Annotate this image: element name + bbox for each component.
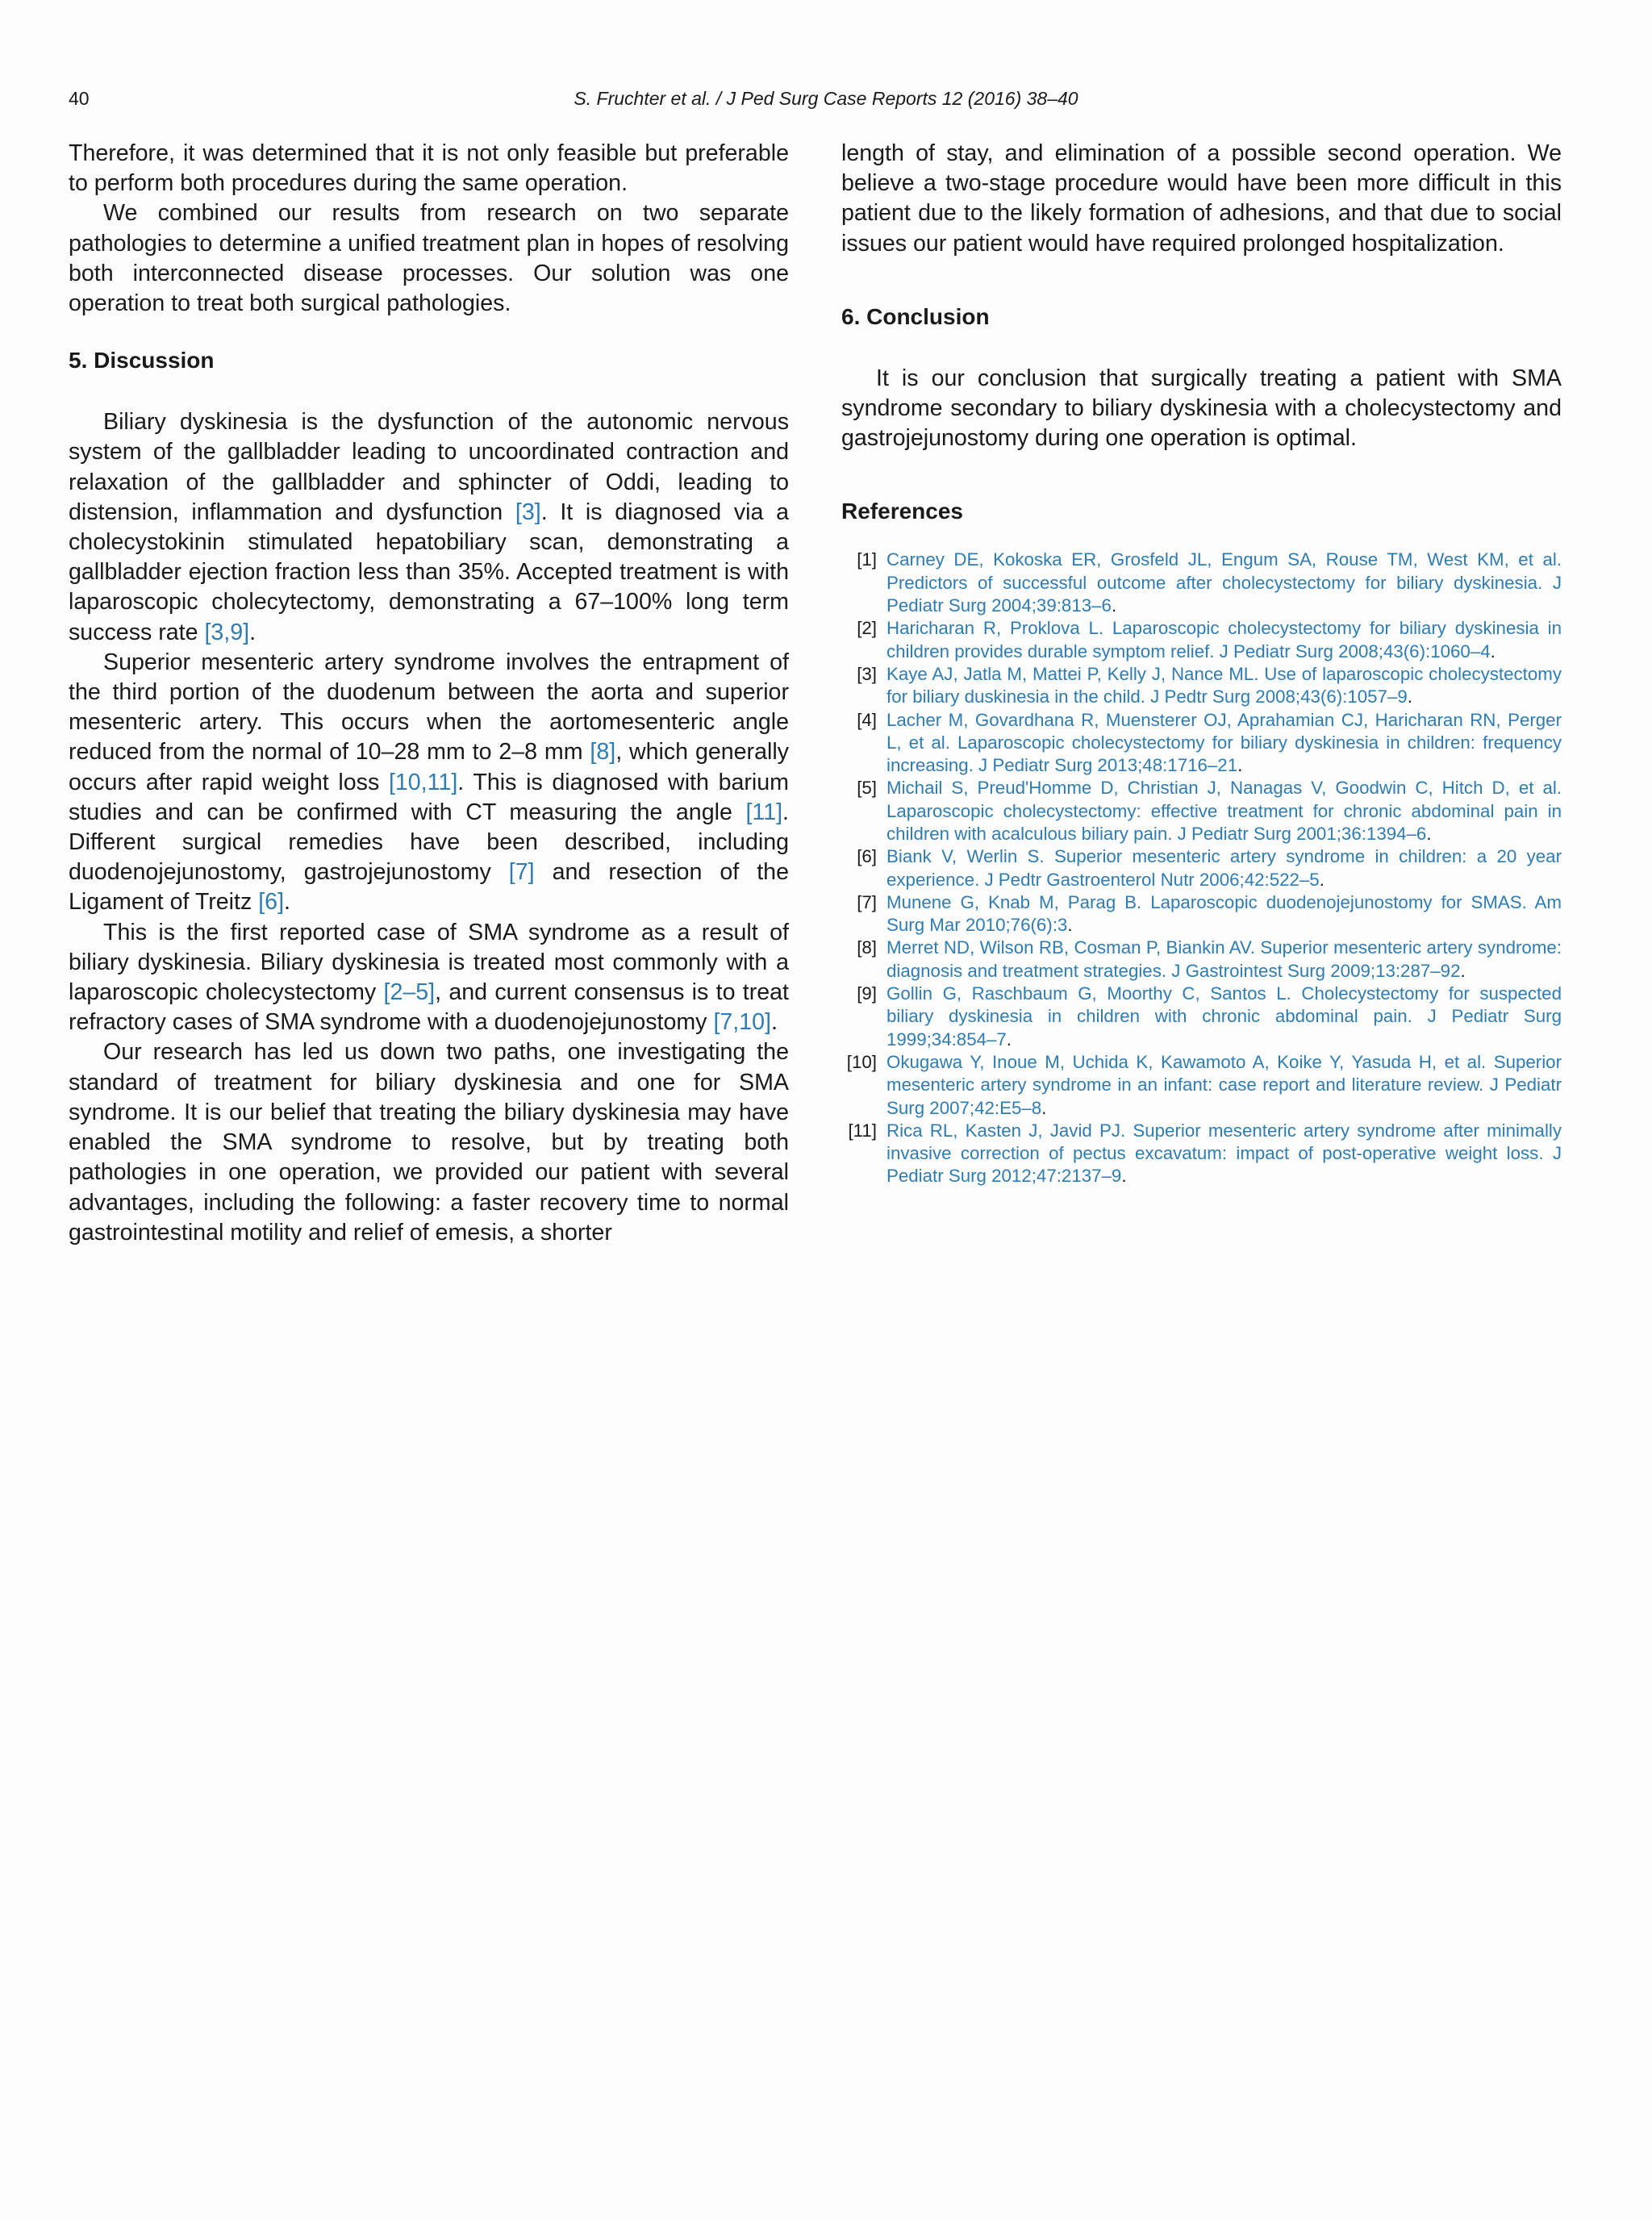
reference-link[interactable]: Lacher M, Govardhana R, Muensterer OJ, Aprahamian CJ, Haricharan RN, Perger L, et al. Laparoscopic cholecystectomy for biliary dyskinesia in children: frequency increasing. J Pediatr Surg 2013;48:1716–21	[886, 709, 1562, 776]
reference-number: [3]	[857, 663, 877, 684]
reference-number: [6]	[857, 846, 877, 867]
citation-link[interactable]: [11]	[745, 799, 783, 825]
reference-period: .	[1006, 1029, 1012, 1049]
page-number: 40	[69, 88, 90, 109]
reference-link[interactable]: Haricharan R, Proklova L. Laparoscopic cholecystectomy for biliary dyskinesia in children provides durable symptom relief. J Pediatr Surg 2008;43(6):1060–4	[886, 618, 1562, 661]
paragraph: It is our conclusion that surgically treating a patient with SMA syndrome secondary to biliary dyskinesia with a cholecystectomy and gastrojejunostomy during one operation is optimal.	[841, 365, 1562, 452]
reference-number: [10]	[846, 1051, 877, 1072]
citation-link[interactable]: [2–5]	[383, 979, 436, 1006]
paragraph	[69, 407, 789, 648]
reference-item	[841, 777, 1562, 845]
reference-link[interactable]: Kaye AJ, Jatla M, Mattei P, Kelly J, Nance ML. Use of laparoscopic cholecystectomy for biliary duskinesia in the child. J Pedtr Surg 2008;43(6):1057–9	[886, 663, 1562, 707]
paragraph: length of stay, and elimination of a possible second operation. We believe a two-stage procedure would have been more difficult in this patient due to the likely formation of adhesions, and that due to social issues our patient would have required prolonged hospitalization.	[841, 140, 1562, 257]
reference-item	[841, 937, 1562, 983]
reference-link[interactable]: Rica RL, Kasten J, Javid PJ. Superior mesenteric artery syndrome after minimally invasive correction of pectus excavatum: impact of post-operative weight loss. J Pediatr Surg 2012;47:2137–9	[886, 1120, 1562, 1187]
reference-item	[841, 549, 1562, 617]
reference-item	[841, 845, 1562, 891]
reference-period: .	[1237, 755, 1243, 776]
reference-link[interactable]: Okugawa Y, Inoue M, Uchida K, Kawamoto A, Koike Y, Yasuda H, et al. Superior mesenteric artery syndrome in an infant: case report and literature review. J Pediatr Surg 2007;42:E5–8	[886, 1051, 1562, 1118]
reference-item	[841, 617, 1562, 663]
reference-link[interactable]: Biank V, Werlin S. Superior mesenteric artery syndrome in children: a 20 year experience. J Pedtr Gastroenterol Nutr 2006;42:522–5	[886, 846, 1562, 890]
reference-item	[841, 1120, 1562, 1188]
text-run: . It is diagnosed via a cholecystokinin stimulated hepatobiliary scan, demonstrating a gallbladder ejection fraction less than 35%. Accepted treatment is with laparoscopic cholecytectomy, demonstrating a 67–100% long term success rate	[69, 499, 790, 645]
section-heading-discussion: 5. Discussion	[69, 348, 215, 373]
text-run: and resection of the Ligament of Treitz	[69, 859, 789, 916]
right-column	[841, 139, 1562, 1188]
text-run: . Different surgical remedies have been described, including duodenojejunostomy, gastrojejunostomy	[69, 799, 789, 886]
citation-link[interactable]: [3,9]	[204, 619, 250, 645]
references-heading: References	[841, 499, 963, 524]
reference-period: .	[1319, 869, 1325, 890]
reference-item	[841, 663, 1562, 709]
paragraph: We combined our results from research on two separate pathologies to determine a unified treatment plan in hopes of resolving both interconnected disease processes. Our solution was one operation to treat both surgical pathologies.	[69, 200, 789, 317]
reference-item	[841, 983, 1562, 1051]
left-column	[69, 139, 789, 1248]
reference-period: .	[1041, 1097, 1047, 1118]
reference-link[interactable]: Gollin G, Raschbaum G, Moorthy C, Santos L. Cholecystectomy for suspected biliary dyskinesia in children with chronic abdominal pain. J Pediatr Surg 1999;34:854–7	[886, 983, 1562, 1049]
citation-link[interactable]: [3]	[515, 499, 541, 525]
text-run: This is the first reported case of SMA syndrome as a result of biliary dyskinesia. Biliary dyskinesia is treated most commonly with a laparoscopic cholecystectomy	[69, 919, 789, 1006]
citation-link[interactable]: [7]	[508, 859, 535, 886]
reference-period: .	[1067, 915, 1073, 936]
paragraph	[69, 648, 789, 918]
running-head: S. Fruchter et al. / J Ped Surg Case Reports 12 (2016) 38–40	[574, 88, 1078, 109]
text-run: .	[249, 619, 257, 645]
reference-link[interactable]: Merret ND, Wilson RB, Cosman P, Biankin AV. Superior mesenteric artery syndrome: diagnosis and treatment strategies. J Gastrointest Surg 2009;13:287–92	[886, 937, 1562, 981]
reference-link[interactable]: Munene G, Knab M, Parag B. Laparoscopic duodenojejunostomy for SMAS. Am Surg Mar 2010;76(6):3	[886, 891, 1562, 936]
reference-item	[841, 1051, 1562, 1120]
text-run: Superior mesenteric artery syndrome involves the entrapment of the third portion of the duodenum between the aorta and superior mesenteric artery. This occurs when the aortomesenteric angle reduced from the normal of 10–28 mm to 2–8 mm	[69, 649, 789, 766]
reference-number: [2]	[857, 618, 877, 639]
reference-period: .	[1121, 1166, 1127, 1187]
text-run: , which generally occurs after rapid weight loss	[69, 739, 789, 795]
reference-period: .	[1111, 595, 1117, 616]
section-heading-conclusion: 6. Conclusion	[841, 303, 990, 329]
reference-period: .	[1490, 641, 1496, 661]
citation-link[interactable]: [6]	[258, 889, 285, 916]
reference-number: [9]	[857, 983, 877, 1004]
reference-list	[841, 549, 1562, 1187]
citation-link[interactable]: [10,11]	[388, 769, 458, 795]
text-run: Biliary dyskinesia is the dysfunction of the autonomic nervous system of the gallbladder leading to uncoordinated contraction and relaxation of the gallbladder and sphincter of Oddi, leading to distension, inflammation and dysfunction	[69, 409, 789, 525]
paragraph: Our research has led us down two paths, one investigating the standard of treatment for biliary dyskinesia and one for SMA syndrome. It is our belief that treating the biliary dyskinesia may have enabled the SMA syndrome to resolve, but by treating both pathologies in one operation, we provided our patient with several advantages, including the following: a faster recovery time to normal gastrointestinal motility and relief of emesis, a shorter	[69, 1039, 789, 1246]
reference-number: [4]	[857, 709, 877, 730]
reference-period: .	[1460, 960, 1466, 981]
reference-item	[841, 891, 1562, 937]
reference-number: [8]	[857, 937, 877, 958]
paragraph: Therefore, it was determined that it is not only feasible but preferable to perform both procedures during the same operation.	[69, 140, 789, 197]
text-run: , and current consensus is to treat refractory cases of SMA syndrome with a duodenojejunostomy	[69, 979, 789, 1036]
citation-link[interactable]: [8]	[590, 739, 616, 766]
citation-link[interactable]: [7,10]	[713, 1009, 771, 1036]
text-run: .	[770, 1009, 778, 1036]
paragraph	[69, 918, 789, 1038]
text-run: .	[284, 889, 290, 916]
reference-link[interactable]: Michail S, Preud'Homme D, Christian J, Nanagas V, Goodwin C, Hitch D, et al. Laparoscopic cholecystectomy: effective treatment for chronic abdominal pain in children with acalculous biliary pain. J Pediatr Surg 2001;36:1394–6	[886, 778, 1562, 844]
reference-number: [5]	[857, 778, 877, 799]
reference-number: [7]	[857, 891, 877, 912]
reference-item	[841, 709, 1562, 778]
reference-number: [1]	[857, 549, 877, 570]
reference-link[interactable]: Carney DE, Kokoska ER, Grosfeld JL, Engum SA, Rouse TM, West KM, et al. Predictors of successful outcome after cholecystectomy for biliary dyskinesia. J Pediatr Surg 2004;39:813–6	[886, 549, 1562, 616]
text-run: . This is diagnosed with barium studies and can be confirmed with CT measuring the angle	[69, 769, 789, 825]
reference-period: .	[1426, 823, 1432, 844]
reference-period: .	[1407, 686, 1412, 707]
reference-number: [11]	[848, 1120, 877, 1141]
